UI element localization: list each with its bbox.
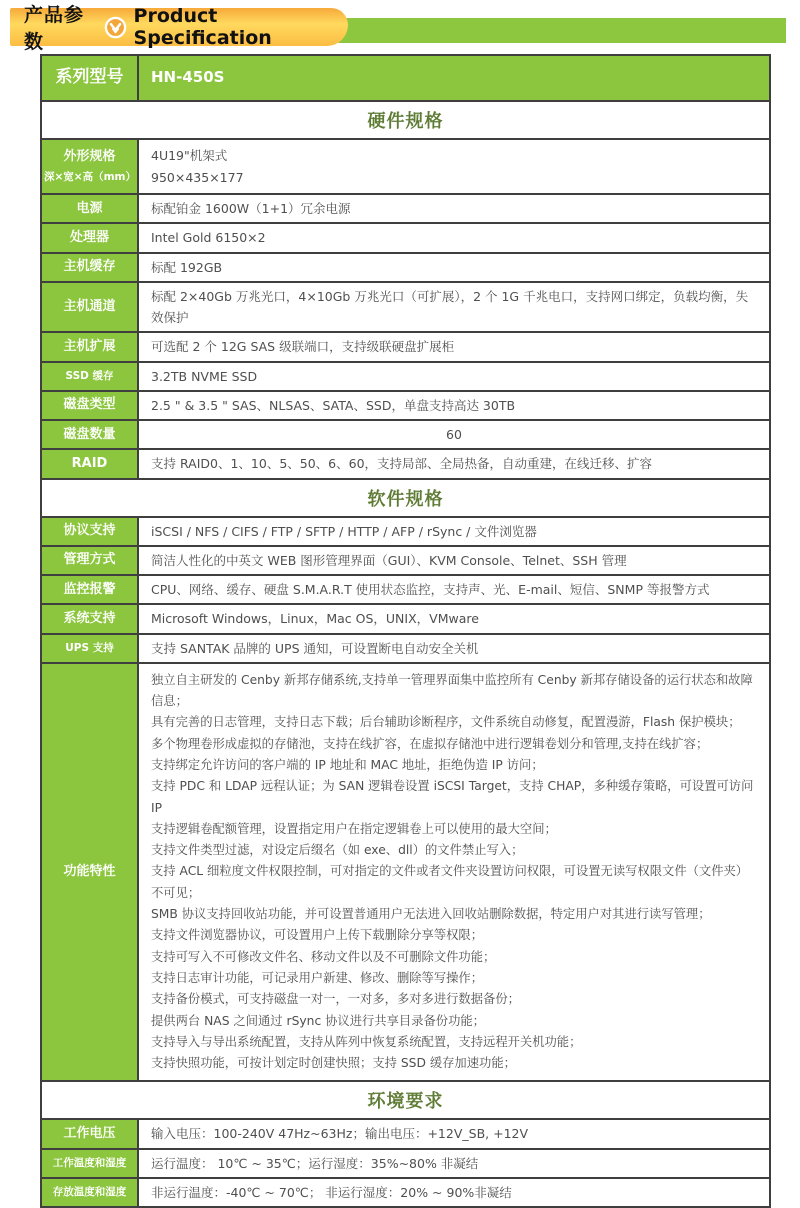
section-header-hardware <box>42 100 769 138</box>
row-label-text-working-temp-humidity: 工作温度和湿度 <box>52 1156 127 1169</box>
row-value-line-features-5: 支持逻辑卷配额管理，设置指定用户在指定逻辑卷上可以使用的最大空间； <box>151 821 557 836</box>
row-label-features <box>42 664 139 1081</box>
row-value-ssd-cache <box>139 363 769 390</box>
row-label-os-support <box>42 605 139 632</box>
row-label-working-temp-humidity <box>42 1150 139 1177</box>
row-value-working-voltage <box>139 1120 769 1147</box>
row-label-power <box>42 195 139 222</box>
row-value-form-factor <box>139 140 769 193</box>
down-arrow-badge-icon <box>104 16 127 39</box>
row-value-management <box>139 547 769 574</box>
row-value-storage-temp-humidity <box>139 1179 769 1206</box>
banner <box>0 0 800 53</box>
row-value-cpu <box>139 224 769 251</box>
row-value-line-host-channels-0: 标配 2×40Gb 万兆光口，4×10Gb 万兆光口（可扩展），2 个 1G 千兆电口，支持网口绑定，负载均衡，失效保护 <box>151 288 749 325</box>
row-label-text-os-support: 系统支持 <box>63 610 116 626</box>
row-host-expansion <box>42 331 769 360</box>
row-value-line-working-voltage-0: 输入电压：100-240V 47Hz~63Hz；输出电压：+12V_SB, +12V <box>151 1126 529 1142</box>
row-label-ups-support <box>42 635 139 662</box>
row-value-line-os-support-0: Microsoft Windows，Linux，Mac OS，UNIX，VMware <box>151 611 479 627</box>
row-host-cache <box>42 252 769 281</box>
row-value-line-host-expansion-0: 可选配 2 个 12G SAS 级联端口，支持级联硬盘扩展柜 <box>151 339 455 355</box>
row-value-model <box>139 56 769 100</box>
row-value-line-management-0: 简洁人性化的中英文 WEB 图形管理界面（GUI）、KVM Console、Telnet、SSH 管理 <box>151 552 627 568</box>
row-features <box>42 662 769 1081</box>
banner-title-en: Product Specification <box>133 5 272 49</box>
row-protocol-support <box>42 516 769 545</box>
row-os-support <box>42 603 769 632</box>
row-value-line-disk-type-0: 2.5 " & 3.5 " SAS、NLSAS、SATA、SSD，单盘支持高达 30TB <box>151 397 516 413</box>
row-working-temp-humidity <box>42 1148 769 1177</box>
row-value-line-form-factor-0: 4U19"机架式 <box>151 148 228 164</box>
row-value-monitoring-alert <box>139 576 769 603</box>
row-label-sub-form-factor: 深×宽×高（mm） <box>44 170 136 183</box>
row-management <box>42 545 769 574</box>
row-label-text-management: 管理方式 <box>63 552 116 568</box>
row-value-features <box>139 664 769 1081</box>
row-value-line-features-2: 多个物理卷形成虚拟的存储池，支持在线扩容，在虚拟存储池中进行逻辑卷划分和管理,支持在线扩容； <box>151 736 709 751</box>
row-label-text-monitoring-alert: 监控报警 <box>63 581 116 597</box>
row-raid <box>42 448 769 477</box>
row-ups-support <box>42 633 769 662</box>
row-label-text-model: 系列型号 <box>55 67 124 88</box>
row-value-line-storage-temp-humidity-0: 非运行温度：-40℃ ~ 70℃； 非运行湿度：20% ~ 90%非凝结 <box>151 1184 512 1200</box>
row-model <box>42 56 769 100</box>
row-label-text-disk-count: 磁盘数量 <box>63 426 116 442</box>
banner-title-zh: 产品参数 <box>24 4 85 53</box>
row-value-line-monitoring-alert-0: CPU、网络、缓存、硬盘 S.M.A.R.T 使用状态监控，支持声、光、E-mail、短信、SNMP 等报警方式 <box>151 582 710 597</box>
row-value-line-protocol-support-0: iSCSI / NFS / CIFS / FTP / SFTP / HTTP / AFP / rSync / 文件浏览器 <box>151 523 537 539</box>
row-value-line-working-temp-humidity-0: 运行温度： 10℃ ~ 35℃；运行湿度：35%~80% 非凝结 <box>151 1155 479 1171</box>
row-cpu <box>42 222 769 251</box>
row-value-line-features-1: 具有完善的日志管理，支持日志下载；后台辅助诊断程序，文件系统自动修复，配置漫游，Flash 保护模块； <box>151 715 741 730</box>
row-value-line-raid-0: 支持 RAID0、1、10、5、50、6、60，支持局部、全局热备，自动重建，在线迁移、扩容 <box>151 456 653 472</box>
row-value-line-features-12: 支持备份模式，可支持磁盘一对一，一对多，多对多进行数据备份； <box>151 992 520 1007</box>
row-label-text-raid: RAID <box>71 455 108 471</box>
row-value-line-features-8: SMB 协议支持回收站功能，并可设置普通用户无法进入回收站删除数据，特定用户对其进行读写管理； <box>151 907 711 922</box>
row-value-line-features-14: 支持导入与导出系统配置，支持从阵列中恢复系统配置，支持远程开关机功能； <box>151 1034 582 1049</box>
row-value-line-ups-support-0: 支持 SANTAK 品牌的 UPS 通知，可设置断电自动安全关机 <box>151 640 479 656</box>
row-label-ssd-cache <box>42 363 139 390</box>
row-value-working-temp-humidity <box>139 1150 769 1177</box>
row-value-power <box>139 195 769 222</box>
row-value-line-disk-count-0: 60 <box>446 427 462 442</box>
row-value-line-features-0: 独立自主研发的 Cenby 新邦存储系统,支持单一管理界面集中监控所有 Cenby 新邦存储设备的运行状态和故障信息； <box>151 672 753 709</box>
row-value-line-features-6: 支持文件类型过滤，对设定后缀名（如 exe、dll）的文件禁止写入； <box>151 843 524 858</box>
row-value-line-features-4: 支持 PDC 和 LDAP 远程认证；为 SAN 逻辑卷设置 iSCSI Target，支持 CHAP，多种缓存策略，可设置可访问 IP <box>151 779 754 815</box>
row-value-line-features-13: 提供两台 NAS 之间通过 rSync 协议进行共享目录备份功能； <box>151 1013 485 1028</box>
row-monitoring-alert <box>42 574 769 603</box>
row-label-form-factor <box>42 140 139 193</box>
row-value-host-cache <box>139 254 769 281</box>
row-value-host-expansion <box>139 333 769 360</box>
row-label-host-channels <box>42 283 139 332</box>
section-title-hardware: 硬件规格 <box>367 111 444 132</box>
row-label-working-voltage <box>42 1120 139 1147</box>
row-label-management <box>42 547 139 574</box>
section-title-software: 软件规格 <box>367 488 444 510</box>
row-form-factor <box>42 138 769 193</box>
row-label-disk-count <box>42 421 139 448</box>
row-power <box>42 193 769 222</box>
row-label-text-storage-temp-humidity: 存放温度和湿度 <box>52 1185 127 1198</box>
row-label-text-host-channels: 主机通道 <box>63 298 116 314</box>
row-disk-count <box>42 419 769 448</box>
row-label-text-host-expansion: 主机扩展 <box>63 338 116 354</box>
row-value-disk-count <box>139 421 769 448</box>
row-disk-type <box>42 390 769 419</box>
row-label-raid <box>42 450 139 477</box>
section-header-software <box>42 478 769 516</box>
row-value-line-form-factor-1: 950×435×177 <box>151 169 244 185</box>
section-header-environment <box>42 1080 769 1118</box>
row-value-ups-support <box>139 635 769 662</box>
row-value-disk-type <box>139 392 769 419</box>
row-label-text-cpu: 处理器 <box>69 229 109 245</box>
row-storage-temp-humidity <box>42 1177 769 1206</box>
spec-table <box>40 54 771 1208</box>
row-value-line-cpu-0: Intel Gold 6150×2 <box>151 230 266 246</box>
row-label-text-disk-type: 磁盘类型 <box>63 397 116 413</box>
row-working-voltage <box>42 1118 769 1147</box>
row-ssd-cache <box>42 361 769 390</box>
row-value-line-ssd-cache-0: 3.2TB NVME SSD <box>151 368 258 384</box>
row-label-disk-type <box>42 392 139 419</box>
row-value-line-features-11: 支持日志审计功能，可记录用户新建、修改、删除等写操作； <box>151 970 484 985</box>
row-label-cpu <box>42 224 139 251</box>
row-label-protocol-support <box>42 518 139 545</box>
section-title-environment: 环境要求 <box>367 1091 444 1113</box>
row-host-channels <box>42 281 769 332</box>
row-value-os-support <box>139 605 769 632</box>
row-label-text-ssd-cache: SSD 缓存 <box>65 369 114 382</box>
row-label-text-protocol-support: 协议支持 <box>63 523 116 538</box>
row-value-line-power-0: 标配铂金 1600W（1+1）冗余电源 <box>151 201 351 216</box>
banner-pill <box>10 4 348 53</box>
row-value-line-features-15: 支持快照功能，可按计划定时创建快照；支持 SSD 缓存加速功能； <box>151 1056 516 1071</box>
row-label-text-working-voltage: 工作电压 <box>63 1125 116 1141</box>
row-value-line-host-cache-0: 标配 192GB <box>151 259 223 275</box>
row-value-protocol-support <box>139 518 769 545</box>
row-label-text-ups-support: UPS 支持 <box>65 641 114 654</box>
row-value-line-features-3: 支持绑定允许访问的客户端的 IP 地址和 MAC 地址，拒绝伪造 IP 访问； <box>151 757 544 772</box>
row-label-storage-temp-humidity <box>42 1179 139 1206</box>
row-label-host-cache <box>42 254 139 281</box>
row-label-text-features: 功能特性 <box>63 863 116 879</box>
row-label-monitoring-alert <box>42 576 139 603</box>
row-value-raid <box>139 450 769 477</box>
row-label-model <box>42 56 139 100</box>
row-value-line-model-0: HN-450S <box>151 68 225 87</box>
row-value-line-features-7: 支持 ACL 细粒度文件权限控制，可对指定的文件或者文件夹设置访问权限，可设置无读写权限文件（文件夹）不可见； <box>151 864 749 900</box>
row-value-line-features-9: 支持文件浏览器协议，可设置用户上传下载删除分享等权限； <box>151 928 484 943</box>
row-value-host-channels <box>139 283 769 332</box>
row-value-line-features-10: 支持可写入不可修改文件名、移动文件以及不可删除文件功能； <box>151 949 496 964</box>
row-label-text-host-cache: 主机缓存 <box>63 259 116 274</box>
row-label-host-expansion <box>42 333 139 360</box>
row-label-text-form-factor: 外形规格 <box>63 149 116 165</box>
row-label-text-power: 电源 <box>76 200 103 216</box>
